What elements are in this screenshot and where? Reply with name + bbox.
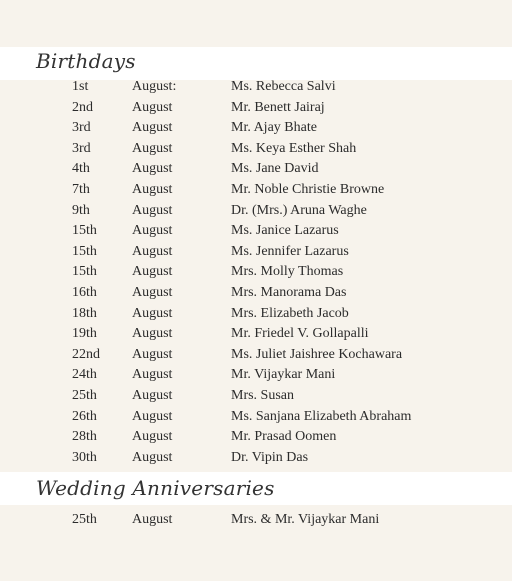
birthday-row (0, 159, 512, 180)
birthday-row (0, 98, 512, 119)
person-name: Mrs. & Mr. Vijaykar Mani (231, 512, 380, 527)
person-name: Mr. Benett Jairaj (231, 99, 325, 115)
date-month: August (132, 182, 173, 197)
date-month: August (132, 326, 173, 342)
weddings-heading: Wedding Anniversaries (36, 476, 275, 500)
birthday-row (0, 262, 512, 283)
person-name: Ms. Sanjana Elizabeth Abraham (231, 408, 412, 424)
person-name: Mr. Ajay Bhate (231, 120, 317, 136)
date-day: 1st (72, 79, 89, 94)
birthday-row (0, 180, 512, 201)
person-name: Mr. Vijaykar Mani (231, 367, 336, 383)
person-name: Ms. Juliet Jaishree Kochawara (231, 346, 403, 362)
person-name: Ms. Janice Lazarus (231, 223, 339, 239)
date-day: 3rd (72, 120, 91, 136)
person-name: Ms. Jennifer Lazarus (231, 243, 349, 259)
person-name: Mrs. Elizabeth Jacob (231, 305, 349, 321)
person-name: Ms. Rebecca Salvi (231, 79, 336, 94)
weddings-header-band (0, 472, 512, 505)
date-month: August (132, 243, 173, 259)
date-month: August (132, 388, 173, 403)
birthday-row (0, 139, 512, 160)
person-name: Dr. (Mrs.) Aruna Waghe (231, 202, 367, 218)
person-name: Mrs. Manorama Das (231, 285, 347, 300)
date-day: 26th (72, 408, 97, 424)
birthday-row (0, 365, 512, 386)
date-month: August (132, 161, 173, 177)
date-month: August (132, 408, 173, 424)
person-name: Mr. Friedel V. Gollapalli (231, 326, 369, 342)
person-name: Ms. Jane David (231, 161, 319, 177)
person-name: Mr. Prasad Oomen (231, 429, 337, 445)
date-day: 24th (72, 367, 97, 383)
date-day: 25th (72, 512, 97, 527)
birthday-row (0, 427, 512, 448)
date-day: 19th (72, 326, 97, 342)
birthday-row (0, 201, 512, 222)
person-name: Dr. Vipin Das (231, 449, 309, 465)
birthday-row (0, 304, 512, 325)
date-day: 22nd (72, 346, 100, 362)
date-month: August (132, 120, 173, 136)
date-day: 15th (72, 264, 97, 280)
date-day: 25th (72, 388, 97, 403)
birthday-row (0, 283, 512, 304)
date-day: 30th (72, 449, 97, 465)
date-day: 4th (72, 161, 90, 177)
date-day: 9th (72, 202, 90, 218)
date-day: 15th (72, 243, 97, 259)
date-month: August (132, 367, 173, 383)
date-day: 15th (72, 223, 97, 239)
birthday-row (0, 118, 512, 139)
date-month: August (132, 346, 173, 362)
birthday-row (0, 221, 512, 242)
birthdays-header-band (0, 47, 512, 80)
date-day: 7th (72, 182, 90, 197)
person-name: Mr. Noble Christie Browne (231, 182, 385, 197)
person-name: Mrs. Susan (231, 388, 295, 403)
date-month: August (132, 512, 173, 527)
date-month: August (132, 305, 173, 321)
date-month: August (132, 140, 173, 156)
date-month: August (132, 449, 173, 465)
birthday-row (0, 448, 512, 469)
date-month: August (132, 264, 173, 280)
birthday-row (0, 386, 512, 407)
date-month: August (132, 429, 173, 445)
anniversary-row (0, 510, 512, 531)
birthday-row (0, 407, 512, 428)
date-month: August (132, 202, 173, 218)
date-month: August (132, 99, 173, 115)
date-day: 2nd (72, 99, 93, 115)
person-name: Ms. Keya Esther Shah (231, 140, 357, 156)
date-day: 3rd (72, 140, 91, 156)
date-day: 18th (72, 305, 97, 321)
date-month: August: (132, 79, 177, 94)
birthday-row (0, 77, 512, 98)
date-month: August (132, 223, 173, 239)
date-day: 28th (72, 429, 97, 445)
birthday-row (0, 242, 512, 263)
birthday-row (0, 345, 512, 366)
birthday-row (0, 324, 512, 345)
date-day: 16th (72, 285, 97, 300)
date-month: August (132, 285, 173, 300)
person-name: Mrs. Molly Thomas (231, 264, 344, 280)
birthdays-heading: Birthdays (36, 49, 136, 73)
